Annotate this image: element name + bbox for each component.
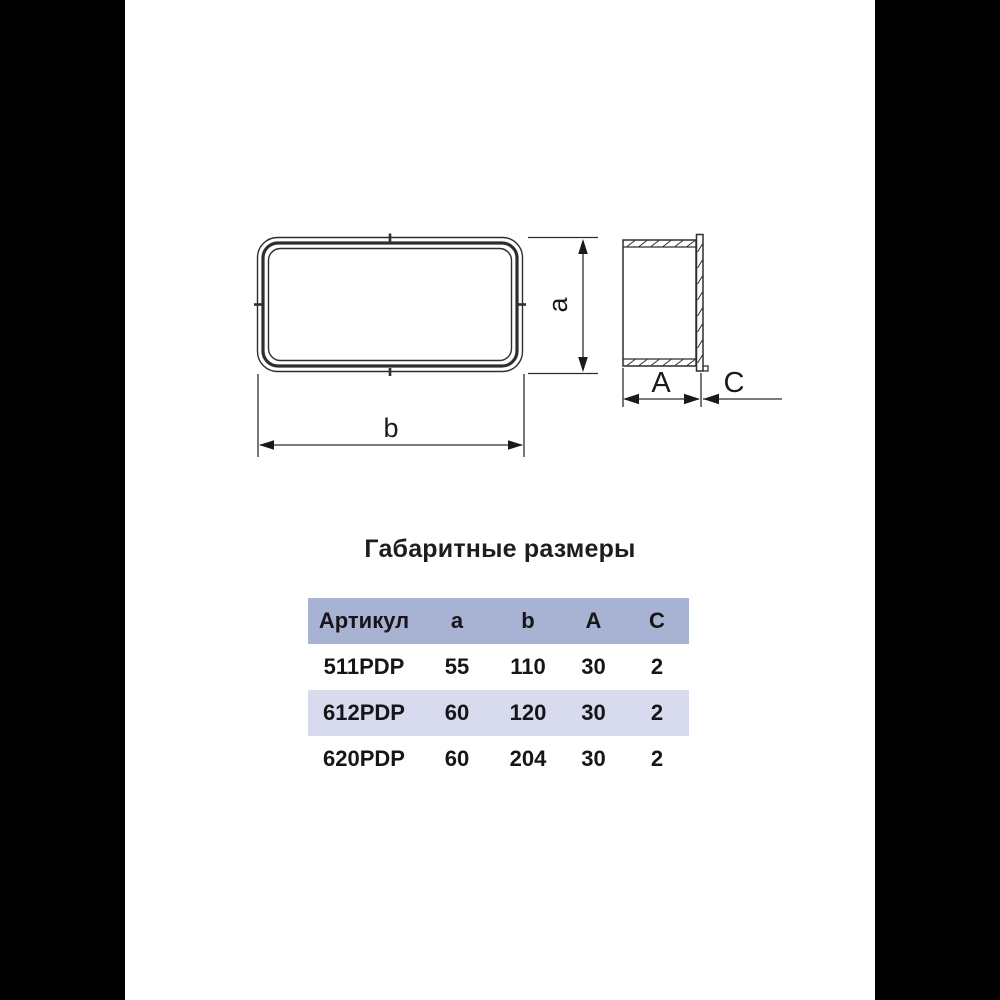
table-cell: 30	[581, 746, 606, 771]
dimension-C	[703, 367, 782, 404]
dim-label-a: a	[543, 297, 573, 313]
table-cell: 2	[650, 746, 664, 771]
table-cell-article: 620PDP	[323, 746, 405, 771]
hatch-bottom-wall	[627, 360, 695, 366]
arrow-up-icon	[578, 239, 588, 254]
center-tick-marks	[254, 234, 526, 377]
table-cell-article: 511PDP	[323, 654, 405, 679]
dimension-A	[623, 367, 701, 407]
table-cell: 60	[420, 690, 494, 736]
table-cell: 120	[494, 690, 562, 736]
dimensions-table	[308, 598, 689, 782]
page-title: Габаритные размеры	[364, 535, 636, 563]
side-view	[623, 235, 708, 372]
arrow-left-icon	[703, 394, 719, 404]
dim-label-A: A	[651, 367, 671, 399]
hatch-flange	[698, 244, 703, 363]
table-cell: 30	[581, 654, 606, 679]
arrow-left-icon	[259, 440, 274, 450]
dim-label-C: C	[723, 367, 745, 399]
table-cell: 2	[625, 690, 689, 736]
arrow-down-icon	[578, 357, 588, 372]
hatch-top-wall	[627, 241, 695, 247]
column-header-a: a	[420, 598, 494, 644]
dimension-b	[258, 374, 524, 457]
column-header-C: C	[625, 598, 689, 644]
arrow-left-icon	[623, 394, 639, 404]
table-cell-article: 612PDP	[308, 690, 420, 736]
table-cell: 2	[650, 654, 664, 679]
dim-label-b: b	[383, 413, 399, 443]
column-header-article: Артикул	[308, 598, 420, 644]
table-cell: 60	[444, 746, 470, 771]
column-header-A: A	[562, 598, 625, 644]
column-header-b: b	[494, 598, 562, 644]
front-view	[254, 234, 526, 377]
table-cell: 55	[444, 654, 470, 679]
dimension-a	[528, 238, 598, 374]
arrow-right-icon	[684, 394, 700, 404]
arrow-right-icon	[508, 440, 523, 450]
table-cell: 30	[562, 690, 625, 736]
table-cell: 110	[510, 654, 546, 679]
table-cell: 204	[509, 746, 547, 771]
